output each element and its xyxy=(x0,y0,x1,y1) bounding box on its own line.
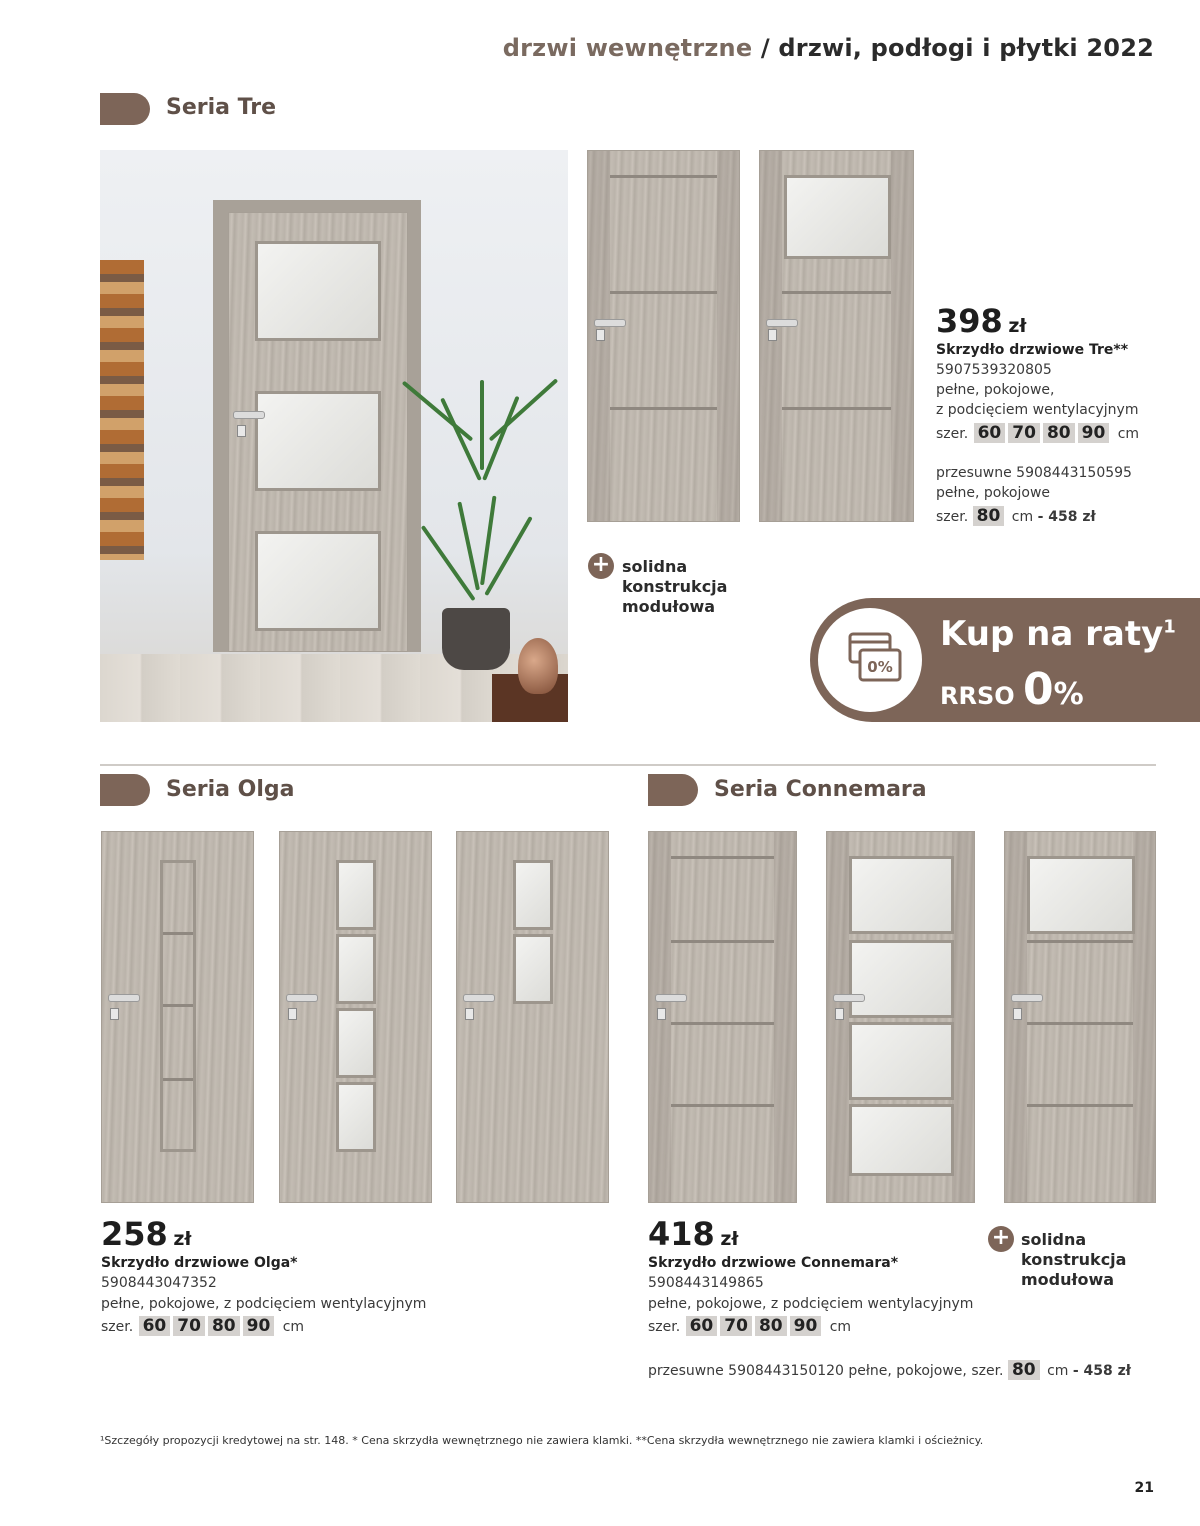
size-prefix: szer. xyxy=(101,1319,134,1335)
series-marker xyxy=(100,774,150,806)
olga-price-currency: zł xyxy=(173,1228,192,1250)
size-chip: 90 xyxy=(1078,423,1110,443)
size-chip: 60 xyxy=(974,423,1006,443)
installment-promo-badge xyxy=(810,598,1200,722)
connemara-door-four-glass xyxy=(826,831,975,1203)
tre-desc1: pełne, pokojowe, xyxy=(936,382,1055,398)
feature-line: modułowa xyxy=(622,597,716,616)
tre-glass-door-photo xyxy=(228,212,408,652)
card-label: 0% xyxy=(867,658,893,676)
connemara-price xyxy=(648,1215,738,1253)
connemara-sizes xyxy=(648,1316,851,1337)
connemara-price-number: 418 xyxy=(648,1215,715,1253)
connemara-desc: pełne, pokojowe, z podcięciem wentylacyjnym xyxy=(648,1296,974,1312)
footnote: ¹Szczegóły propozycji kredytowej na str. 148. * Cena skrzydła wewnętrznego nie zawiera klamki. **Cena skrzydła wewnętrznego nie zawiera klamki i ościeżnicy. xyxy=(100,1434,984,1447)
size-chip: 60 xyxy=(139,1316,171,1336)
size-unit: cm xyxy=(282,1319,305,1335)
connemara-sliding-price: - 458 zł xyxy=(1072,1363,1132,1379)
connemara-door-glass-top xyxy=(1004,831,1156,1203)
page-header xyxy=(503,34,1154,62)
feature-line: konstrukcja xyxy=(622,577,728,596)
connemara-sliding xyxy=(648,1360,1131,1381)
header-separator: / xyxy=(752,34,779,62)
rrso-label: RRSO xyxy=(940,682,1015,710)
olga-ean: 5908443047352 xyxy=(101,1275,217,1291)
size-chip: 70 xyxy=(173,1316,205,1336)
olga-product-name: Skrzydło drzwiowe Olga* xyxy=(101,1255,298,1271)
copper-vase xyxy=(518,638,558,694)
series-title-connemara: Seria Connemara xyxy=(714,777,927,802)
promo-title xyxy=(940,614,1176,654)
series-marker xyxy=(648,774,698,806)
header-category: drzwi wewnętrzne xyxy=(502,34,753,62)
scarf-decoration xyxy=(100,260,144,560)
series-title-tre: Seria Tre xyxy=(166,95,277,120)
credit-card-icon xyxy=(848,632,902,684)
olga-desc: pełne, pokojowe, z podcięciem wentylacyjnym xyxy=(101,1296,427,1312)
size-prefix: szer. xyxy=(648,1319,681,1335)
tre-room-photo xyxy=(100,150,568,722)
tre-door-glass-top xyxy=(759,150,914,522)
olga-price-number: 258 xyxy=(101,1215,168,1253)
connemara-door-solid xyxy=(648,831,797,1203)
size-unit: cm xyxy=(829,1319,852,1335)
series-title-olga: Seria Olga xyxy=(166,777,295,802)
feature-line: solidna xyxy=(1021,1230,1087,1249)
section-divider xyxy=(100,764,1156,766)
series-marker xyxy=(100,93,150,125)
size-prefix: szer. xyxy=(936,509,969,525)
tre-sliding-price: - 458 zł xyxy=(1037,509,1096,525)
promo-title-text: Kup na raty xyxy=(940,614,1164,654)
tre-feature xyxy=(622,557,727,617)
tre-product-name: Skrzydło drzwiowe Tre** xyxy=(936,342,1129,358)
size-unit: cm xyxy=(1117,426,1140,442)
plus-icon: + xyxy=(988,1226,1014,1252)
tre-sliding-ean: przesuwne 5908443150595 xyxy=(936,465,1132,481)
tre-sliding-desc: pełne, pokojowe xyxy=(936,485,1051,501)
tre-door-solid xyxy=(587,150,740,522)
connemara-product-name: Skrzydło drzwiowe Connemara* xyxy=(648,1255,899,1271)
feature-line: konstrukcja xyxy=(1021,1250,1127,1269)
promo-footnote-mark: 1 xyxy=(1163,616,1176,638)
olga-door-solid xyxy=(101,831,254,1203)
feature-line: modułowa xyxy=(1021,1270,1115,1289)
size-chip: 60 xyxy=(686,1316,718,1336)
olga-door-four-glass xyxy=(279,831,432,1203)
size-chip: 80 xyxy=(973,506,1005,526)
size-prefix: szer. xyxy=(936,426,969,442)
tre-sliding-size xyxy=(936,506,1096,527)
size-chip: 90 xyxy=(243,1316,275,1336)
plus-icon: + xyxy=(588,553,614,579)
size-unit: cm xyxy=(1011,509,1034,525)
tre-price-number: 398 xyxy=(936,302,1003,340)
connemara-ean: 5908443149865 xyxy=(648,1275,764,1291)
olga-price xyxy=(101,1215,191,1253)
connemara-sliding-text: przesuwne 5908443150120 pełne, pokojowe, szer. xyxy=(648,1363,1004,1379)
size-chip: 90 xyxy=(790,1316,822,1336)
olga-sizes xyxy=(101,1316,304,1337)
connemara-price-currency: zł xyxy=(720,1228,739,1250)
size-chip: 80 xyxy=(1008,1360,1040,1380)
size-chip: 70 xyxy=(720,1316,752,1336)
tre-price xyxy=(936,302,1026,340)
tre-sizes xyxy=(936,423,1139,444)
tre-desc2: z podcięciem wentylacyjnym xyxy=(936,402,1139,418)
header-catalog: drzwi, podłogi i płytki 2022 xyxy=(778,34,1154,62)
olga-door-two-glass xyxy=(456,831,609,1203)
tre-ean: 5907539320805 xyxy=(936,362,1052,378)
size-chip: 80 xyxy=(755,1316,787,1336)
tre-price-currency: zł xyxy=(1008,315,1027,337)
rrso-rate: 0 xyxy=(1023,664,1054,715)
promo-rrso xyxy=(940,664,1084,715)
plant-pot xyxy=(442,608,510,670)
connemara-feature xyxy=(1021,1230,1126,1290)
feature-line: solidna xyxy=(622,557,688,576)
size-chip: 70 xyxy=(1008,423,1040,443)
page-number: 21 xyxy=(1134,1480,1154,1496)
size-chip: 80 xyxy=(1043,423,1075,443)
rrso-percent: % xyxy=(1053,677,1084,712)
size-chip: 80 xyxy=(208,1316,240,1336)
size-unit: cm xyxy=(1047,1363,1069,1379)
